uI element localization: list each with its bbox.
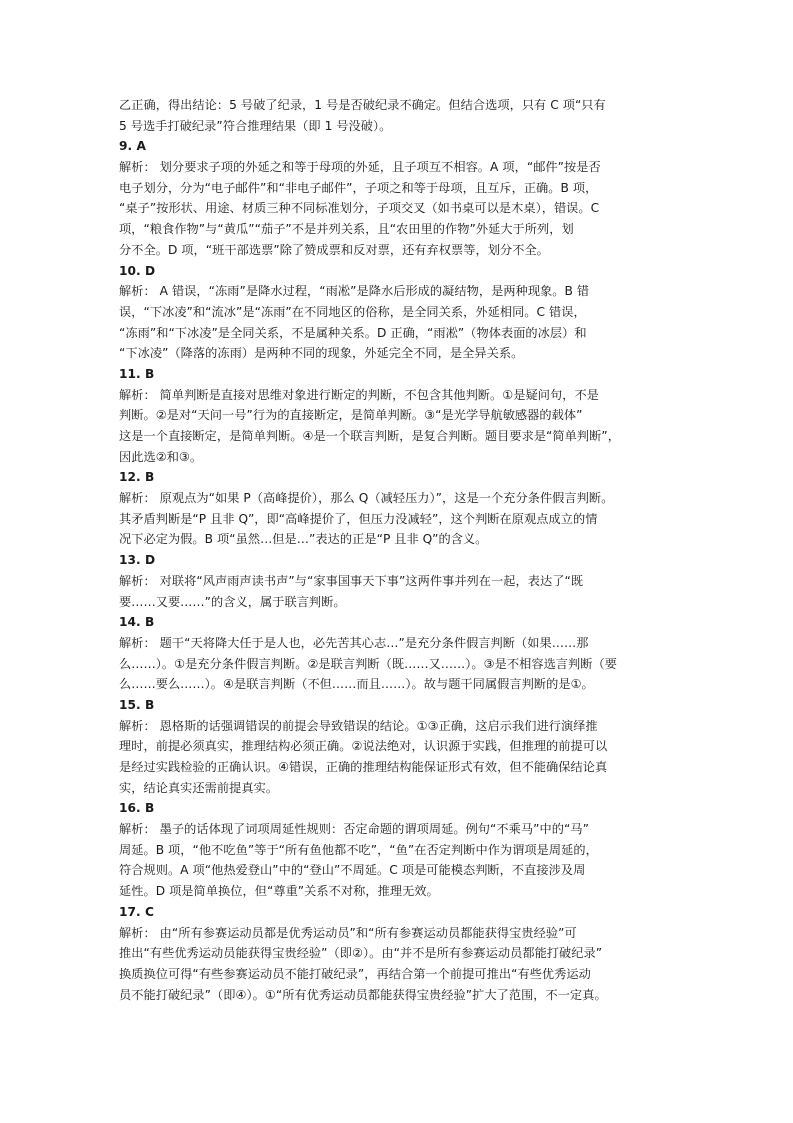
analysis-line: 么……要么……）。④是联言判断（不但……而且……）。故与题干同属假言判断的是①。 (119, 677, 594, 692)
answer-analysis-page (119, 95, 679, 1005)
analysis-line: “桌子”按形状、用途、材质三种不同标准划分，子项交叉（如书桌可以是木桌），错误。C (119, 201, 600, 216)
analysis-line: 解析： 墨子的话体现了词项周延性规则：否定命题的谓项周延。例句“不乘马”中的“马” (119, 822, 589, 837)
answer-block-17 (119, 902, 679, 1005)
analysis-line: 周延。B 项，“他不吃鱼”等于“所有鱼他都不吃”，“鱼”在否定判断中作为谓项是周延的， (119, 842, 598, 857)
question-number: 12. B (119, 470, 155, 485)
analysis-line: 理时，前提必须真实，推理结构必须正确。②说法绝对，认识源于实践，但推理的前提可以 (119, 739, 608, 754)
analysis-line: 解析： 题干“天将降大任于是人也，必先苦其心志…”是充分条件假言判断（如果……那 (119, 635, 589, 650)
answer-block-13 (119, 550, 679, 612)
answer-block-14 (119, 612, 679, 695)
question-number: 16. B (119, 801, 155, 816)
intro-paragraph (119, 95, 679, 136)
answer-block-16 (119, 798, 679, 901)
question-number: 15. B (119, 697, 155, 712)
analysis-line: 解析： 恩格斯的话强调错误的前提会导致错误的结论。①③正确，这启示我们进行演绎推 (119, 718, 598, 733)
analysis-line: 况下必定为假。B 项“虽然…但是…”表达的正是“P 且非 Q”的含义。 (119, 532, 488, 547)
question-number: 10. D (119, 263, 156, 278)
question-number: 9. A (119, 139, 146, 154)
analysis-line: 判断。②是对“天问一号”行为的直接断定，是简单判断。③“是光学导航敏感器的载体” (119, 408, 583, 423)
analysis-line: “下冰凌”（降落的冻雨）是两种不同的现象，外延完全不同，是全异关系。 (119, 346, 524, 361)
analysis-line: 解析： 原观点为“如果 P（高峰提价），那么 Q（减轻压力）”，这是一个充分条件假言判断。 (119, 491, 614, 506)
analysis-line: 其矛盾判断是“P 且非 Q”，即“高峰提价了，但压力没减轻”，这个判断在原观点成立的情 (119, 511, 598, 526)
analysis-line: 因此选②和③。 (119, 449, 203, 464)
question-number: 13. D (119, 553, 156, 568)
analysis-line: 误，“下冰凌”和“流冰”是“冻雨”在不同地区的俗称，是全同关系，外延相同。C 错误， (119, 304, 586, 319)
analysis-line: 员不能打破纪录”（即④）。①“所有优秀运动员都能获得宝贵经验”扩大了范围，不一定真。 (119, 987, 607, 1002)
analysis-line: 解析： A 错误，“冻雨”是降水过程，“雨凇”是降水后形成的凝结物，是两种现象。B 错 (119, 284, 590, 299)
analysis-line: 电子划分，分为“电子邮件”和“非电子邮件”，子项之和等于母项，且互斥，正确。B 项， (119, 180, 598, 195)
analysis-line: 么……）。①是充分条件假言判断。②是联言判断（既……又……）。③是不相容选言判断（要 (119, 656, 617, 671)
analysis-line: 分不全。D 项，“班干部选票”除了赞成票和反对票，还有弃权票等，划分不全。 (119, 242, 549, 257)
analysis-line: 延性。D 项是简单换位，但“尊重”关系不对称，推理无效。 (119, 884, 439, 899)
analysis-line: 这是一个直接断定，是简单判断。④是一个联言判断，是复合判断。题目要求是“简单判断”， (119, 429, 620, 443)
answer-block-15 (119, 695, 679, 798)
question-number: 14. B (119, 615, 155, 630)
answer-block-10 (119, 261, 679, 364)
analysis-line: 换质换位可得“有些参赛运动员不能打破纪录”，再结合第一个前提可推出“有些优秀运动 (119, 966, 591, 981)
analysis-line: 解析： 简单判断是直接对思维对象进行断定的判断，不包含其他判断。①是疑问句，不是 (119, 387, 599, 402)
question-number: 17. C (119, 904, 155, 919)
analysis-line: 解析： 由“所有参赛运动员都是优秀运动员”和“所有参赛运动员都能获得宝贵经验”可 (119, 925, 577, 940)
text-line: 乙正确，得出结论：5 号破了纪录，1 号是否破纪录不确定。但结合选项，只有 C 项“只有 (119, 98, 606, 112)
answer-block-9 (119, 136, 679, 260)
analysis-line: 解析： 对联将“风声雨声读书声”与“家事国事天下事”这两件事并列在一起，表达了“既 (119, 573, 584, 588)
analysis-line: 项，“粮食作物”与“黄瓜”“茄子”不是并列关系，且“农田里的作物”外延大于所列，划 (119, 222, 574, 237)
analysis-line: 是经过实践检验的正确认识。④错误，正确的推理结构能保证形式有效，但不能确保结论真 (119, 760, 608, 774)
analysis-line: 推出“有些优秀运动员能获得宝贵经验”（即②）。由“并不是所有参赛运动员都能打破纪录” (119, 946, 603, 961)
question-number: 11. B (119, 366, 155, 381)
analysis-line: “冻雨”和“下冰凌”是全同关系，不是属种关系。D 正确，“雨凇”（物体表面的冰层）和 (119, 325, 587, 340)
analysis-line: 解析： 划分要求子项的外延之和等于母项的外延，且子项互不相容。A 项，“邮件”按是否 (119, 160, 601, 175)
analysis-line: 要……又要……”的含义，属于联言判断。 (119, 594, 346, 609)
analysis-line: 符合规则。A 项“他热爱登山”中的“登山”不周延。C 项是可能模态判断，不直接涉及周 (119, 863, 586, 878)
answer-block-12 (119, 467, 679, 550)
answer-block-11 (119, 364, 679, 467)
text-line: 5 号选手打破纪录”符合推理结果（即 1 号没破）。 (119, 118, 392, 133)
analysis-line: 实，结论真实还需前提真实。 (119, 780, 279, 795)
